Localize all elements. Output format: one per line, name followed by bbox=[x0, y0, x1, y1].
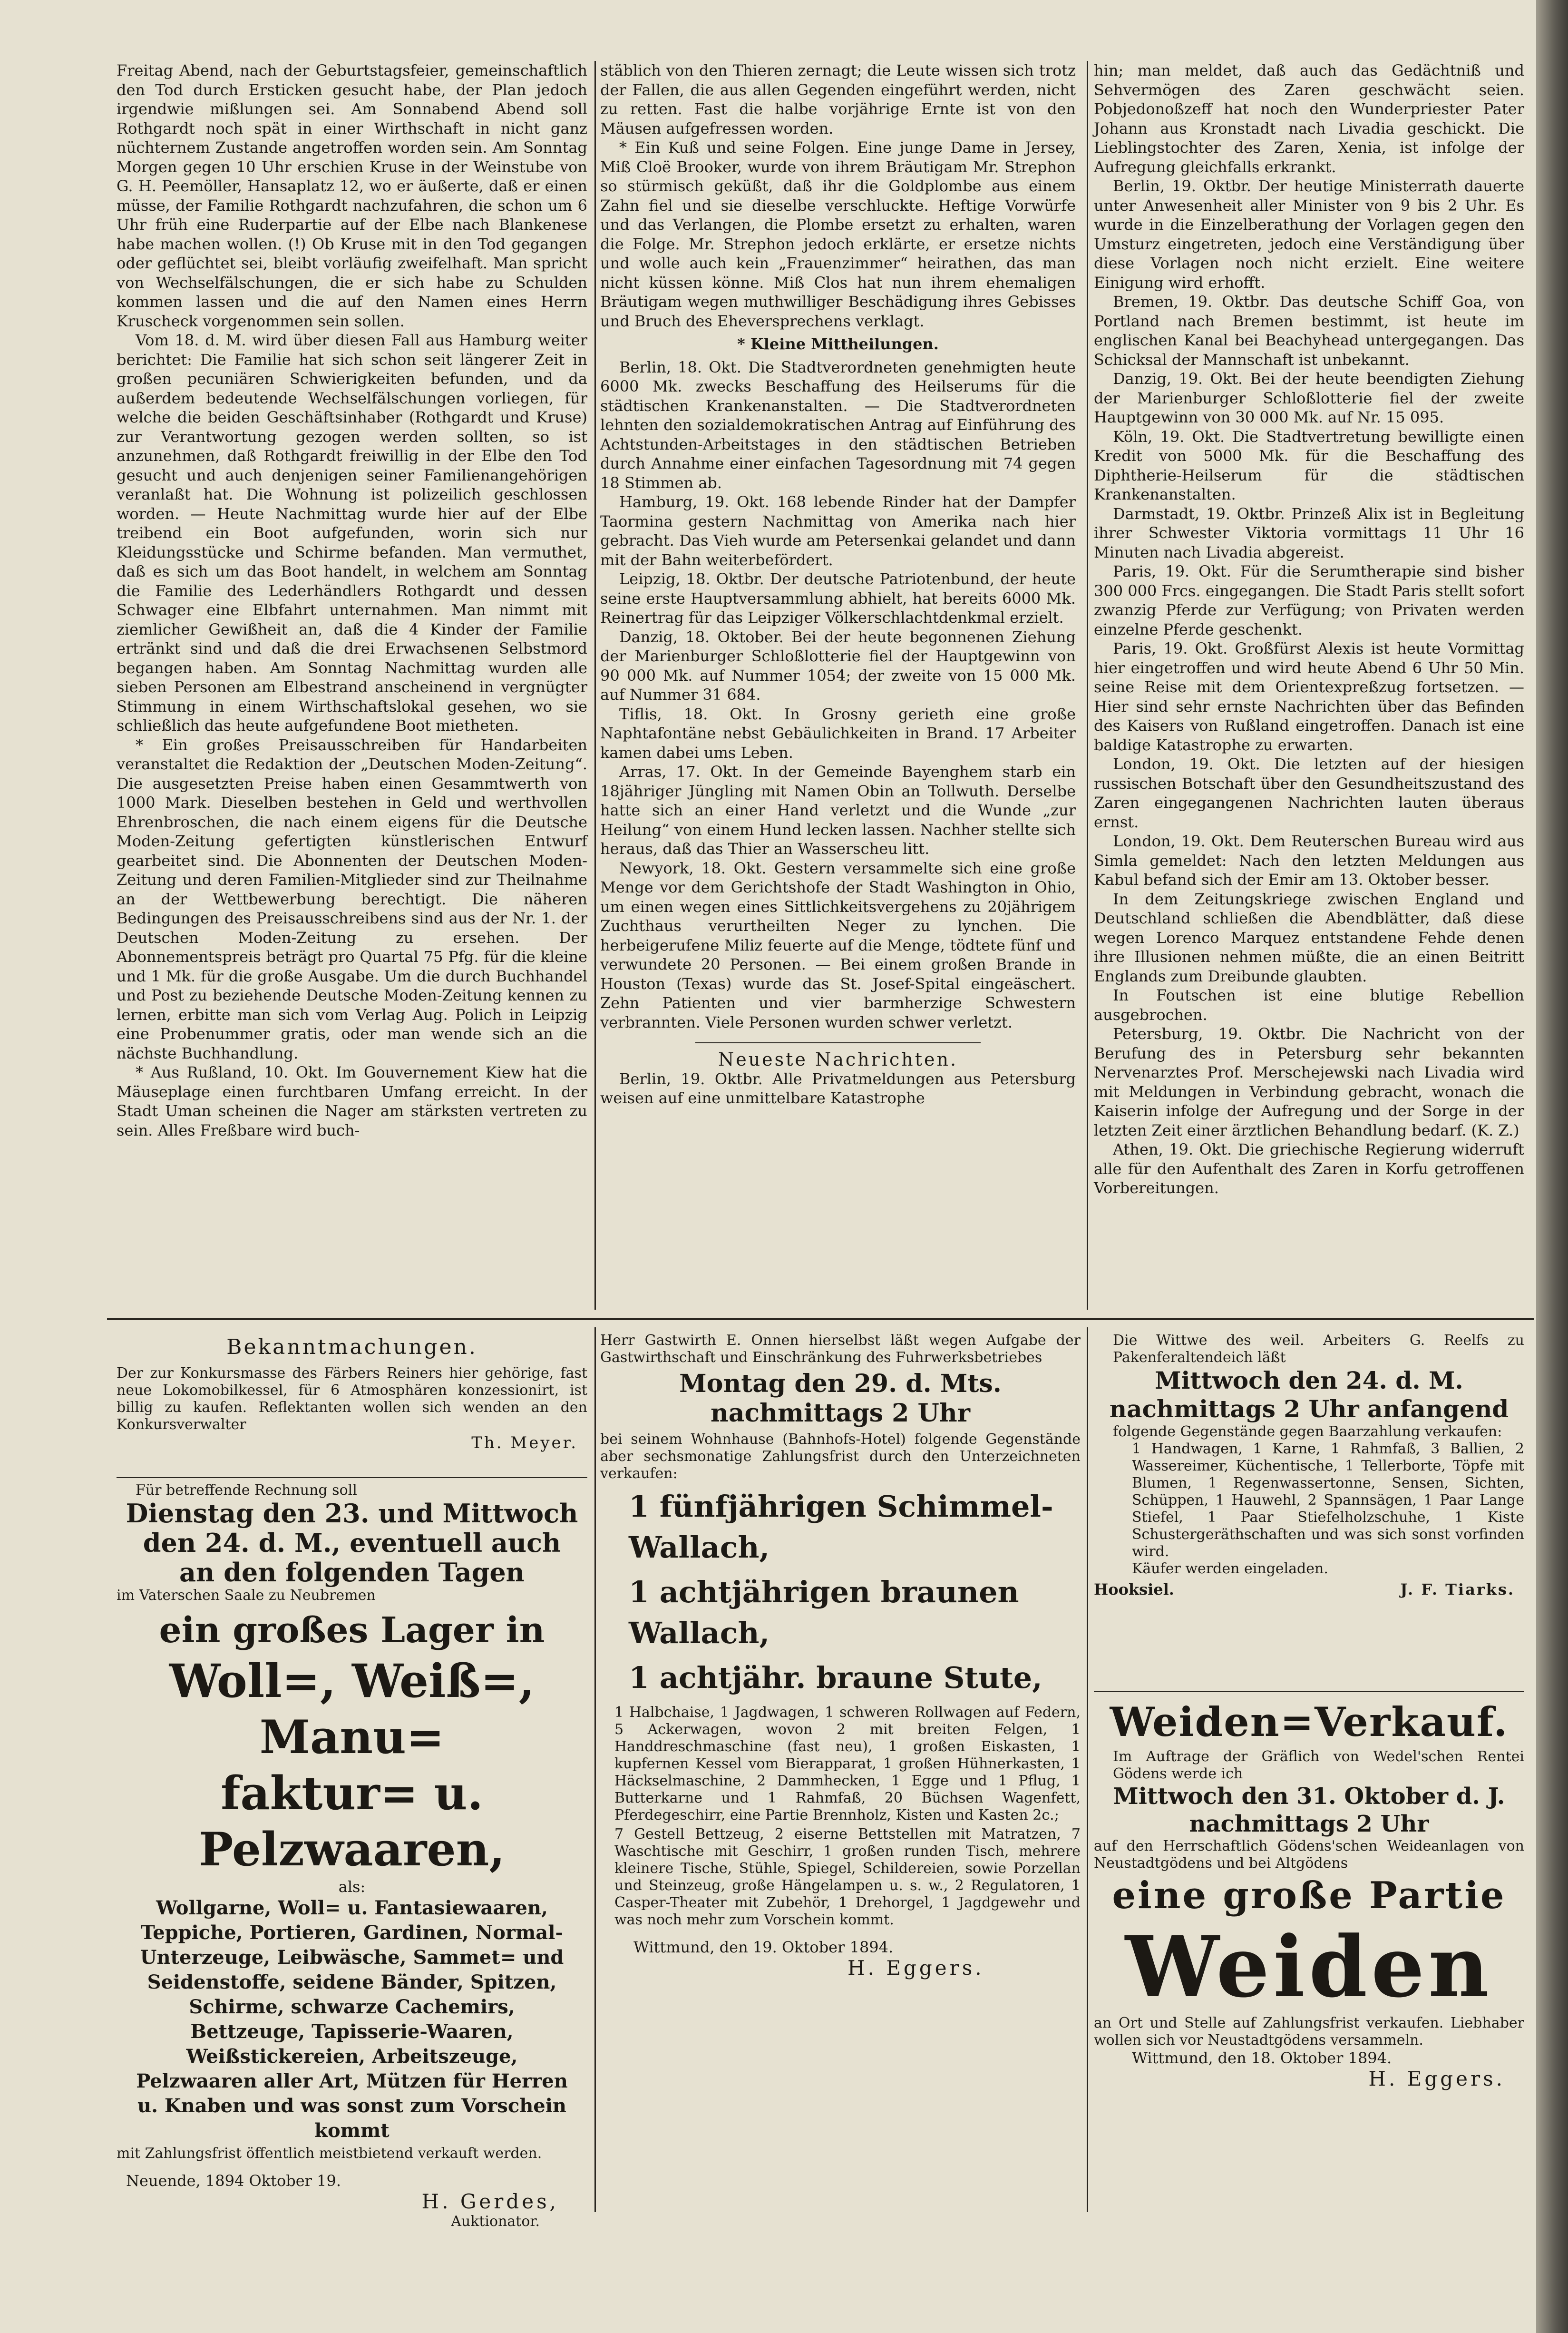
ad-divider-2 bbox=[1087, 1327, 1088, 2212]
news-darmstadt: Darmstadt, 19. Oktbr. Prinzeß Alix ist in Begleitung ihrer Schwester Viktoria vormittags 11 Uhr 16 Minuten nach Livadia abgereist. bbox=[1094, 504, 1524, 561]
article-column-2 bbox=[600, 61, 1076, 1310]
news-foutschen: In Foutschen ist eine blutige Rebellion ausgebrochen. bbox=[1094, 986, 1524, 1024]
ad-text-2: auf den Herrschaftlich Gödens'schen Weideanlagen von Neustadtgödens und bei Altgödens bbox=[1094, 1838, 1524, 1872]
article-russland-continued: stäblich von den Thieren zernagt; die Leute wissen sich trotz der Fallen, die aus allen Gegenden eingeführt werden, nicht zu retten. Fast die halbe vorjährige Ernte ist von den Mäusen aufgefressen worden. bbox=[600, 61, 1076, 137]
article-kiss: * Ein Kuß und seine Folgen. Eine junge Dame in Jersey, Miß Cloë Brooker, wurde von ihrem Bräutigam Mr. Strephon so stürmisch geküßt, daß ihr die Goldplombe aus einem Zahn fiel und sie dieselbe verschluckte. Heftige Vorwürfe und das Verlangen, die Plombe ersetzt zu erhalten, waren die Folge. Mr. Strephon jedoch erklärte, er ersetze nichts und wolle auch kein „Frauenzimmer“ heirathen, das man nicht küssen könne. Miß Clos hat nun ihrem ehemaligen Bräutigam wegen muthwilliger Beschädigung ihres Gebisses und Bruch des Eheversprechens verklagt. bbox=[600, 138, 1076, 330]
ad-auction-reelfs bbox=[1094, 1332, 1524, 1689]
ad-headline-2: Weiden bbox=[1125, 1918, 1493, 2016]
ad-divider-h1 bbox=[117, 1477, 587, 1478]
ad-place-date: Wittmund, den 18. Oktober 1894. bbox=[1132, 2049, 1392, 2067]
ad-weiden-verkauf bbox=[1094, 1696, 1524, 2217]
ad-text-3: an Ort und Stelle auf Zahlungsfrist verkaufen. Liebhaber wollen sich vor Neustadtgödens versammeln. bbox=[1094, 2015, 1524, 2049]
ad-signature: J. F. Tiarks. bbox=[1400, 1580, 1515, 1598]
ad-headline-1: eine große Partie bbox=[1112, 1874, 1506, 1917]
ad-text-1: Im Auftrage der Gräflich von Wedel'schen Rentei Gödens werde ich bbox=[1113, 1748, 1524, 1782]
ad-items-2: 7 Gestell Bettzeug, 2 eiserne Bettstellen mit Matratzen, 7 Waschtische mit Geschirr, 1 großen runden Tisch, mehrere kleinere Tische, Stühle, Spiegel, Schildereien, sowie Porzellan und Steinzeug, große Hängelampen u. s. w., 2 Regulatoren, 1 Casper-Theater mit Zubehör, 1 Drehorgel, 1 Jagdgewehr und was noch mehr zum Vorschein kommt. bbox=[614, 1826, 1081, 1928]
news-zeitungskrieg: In dem Zeitungskriege zwischen England und Deutschland schließen die Abendblätter, daß diese wegen Lorenco Marquez entstandene Fehde denen ihre Illusionen nehmen müßte, die an einen Beitritt Englands zum Dreibunde glaubten. bbox=[1094, 890, 1524, 985]
ad-text-2: folgende Gegenstände gegen Baarzahlung verkaufen: bbox=[1113, 1423, 1502, 1440]
article-column-3 bbox=[1094, 61, 1524, 1310]
news-danzig-2: Danzig, 19. Okt. Bei der heute beendigten Ziehung der Marienburger Schloßlotterie fiel der zweite Hauptgewinn von 30 000 Mk. auf Nr. 15 095. bbox=[1094, 370, 1524, 426]
ad-place-date: Wittmund, den 19. Oktober 1894. bbox=[633, 1938, 894, 1956]
news-petersburg: Petersburg, 19. Oktbr. Die Nachricht von der Berufung des in Petersburg sehr bekannten Nervenarztes Prof. Merschejewski nach Livadia wird mit Meldungen in Verbindung gebracht, wonach die Kaiserin infolge der Aufregung und der Sorge in der letzten Zeit einer ärztlichen Behandlung bedarf. (K. Z.) bbox=[1094, 1025, 1524, 1139]
ad-items: Wollgarne, Woll= u. Fantasiewaaren, Teppiche, Portieren, Gardinen, Normal-Unterzeuge, Leibwäsche, Sammet= und Seidenstoffe, seidene Bänder, Spitzen, Schirme, schwarze Cachemirs, Bettzeuge, Tapisserie-Waaren, Weißstickereien, Arbeitszeuge, Pelzwaaren aller Art, Mützen für Herren u. Knaben und was sonst zum Vorschein kommt bbox=[136, 1897, 568, 2142]
ad-closing: Käufer werden eingeladen. bbox=[1132, 1560, 1328, 1577]
section-divider bbox=[695, 1042, 981, 1043]
section-heading-kleine-mittheilungen: * Kleine Mittheilungen. bbox=[737, 335, 939, 353]
ad-signature: H. Gerdes, bbox=[421, 2190, 559, 2213]
news-berlin-petersburg: Berlin, 19. Oktbr. Alle Privatmeldungen aus Petersburg weisen auf eine unmittelbare Katastrophe bbox=[600, 1069, 1076, 1107]
ad-horse-3: 1 achtjähr. braune Stute, bbox=[629, 1660, 1042, 1695]
news-koeln: Köln, 19. Okt. Die Stadtvertretung bewilligte einen Kredit von 5000 Mk. für die Beschaffung des Diphtherie-Heilserum für die städtischen Krankenanstalten. bbox=[1094, 427, 1524, 503]
news-leipzig: Leipzig, 18. Oktbr. Der deutsche Patriotenbund, der heute seine erste Hauptversammlung abhielt, hat bereits 6000 Mk. Reinertrag für das Leipziger Völkerschlachtdenkmal erzielt. bbox=[600, 570, 1076, 627]
ad-divider-1 bbox=[594, 1327, 596, 2212]
ad-date-line3: an den folgenden Tagen bbox=[179, 1557, 525, 1588]
ad-intro: Herr Gastwirth E. Onnen hierselbst läßt wegen Aufgabe der Gastwirthschaft und Einschränkung des Fuhrwerksbetriebes bbox=[600, 1332, 1081, 1366]
news-london-1: London, 19. Okt. Die letzten auf der hiesigen russischen Botschaft über den Gesundheitszustand des Zaren eingegangenen Nachrichten lauten überaus ernst. bbox=[1094, 755, 1524, 831]
ad-date-line2: den 24. d. M., eventuell auch bbox=[143, 1528, 561, 1558]
ad-date-line2: nachmittags 2 Uhr bbox=[710, 1399, 971, 1428]
ad-horse-2: 1 achtjährigen braunen Wallach, bbox=[629, 1575, 1019, 1650]
ad-role: Auktionator. bbox=[451, 2213, 540, 2230]
news-danzig-1: Danzig, 18. Oktober. Bei der heute begonnenen Ziehung der Marienburger Schloßlotterie fiel der Hauptgewinn von 90 000 Mk. auf Nummer 1054; der zweite von 15 000 Mk. auf Nummer 31 684. bbox=[600, 627, 1076, 704]
ad-divider-h2 bbox=[1094, 1691, 1524, 1692]
ad-auction-lager bbox=[117, 1482, 587, 2230]
article-rothgardt-part1: Freitag Abend, nach der Geburtstagsfeier, gemeinschaftlich den Tod durch Ersticken gesucht habe, der Plan jedoch irgendwie mißlungen sei. Am Sonnabend Abend soll Rothgardt noch spät in einer Wirthschaft in nicht ganz nüchternem Zustande angetroffen worden sein. Am Sonntag Morgen gegen 10 Uhr erschien Kruse in der Weinstube von G. H. Peemöller, Hansaplatz 12, wo er äußerte, daß er einen müsse, der Familie Rothgardt nachzufahren, die schon um 6 Uhr früh eine Ruderpartie auf der Elbe nach Blankenese habe machen wollen. (!) Ob Kruse mit in den Tod gegangen oder geflüchtet sei, bleibt vorläufig zweifelhaft. Man spricht von Wechselfälschungen, die er sich habe zu Schulden kommen lassen und die auf den Namen eines Herrn Kruscheck vorgenommen sein sollen. bbox=[117, 61, 587, 330]
ad-horse-1: 1 fünfjährigen Schimmel-Wallach, bbox=[629, 1489, 1053, 1565]
article-column-1 bbox=[117, 61, 587, 1310]
ad-closing: mit Zahlungsfrist öffentlich meistbietend verkauft werden. bbox=[117, 2145, 542, 2162]
ad-auction-onnen bbox=[600, 1332, 1081, 2217]
news-bremen: Bremen, 19. Oktbr. Das deutsche Schiff Goa, von Portland nach Bremen bestimmt, ist heute im englischen Kanal bei Beachyhead untergegangen. Das Schicksal der Mannschaft ist unbekannt. bbox=[1094, 293, 1524, 369]
news-hamburg: Hamburg, 19. Okt. 168 lebende Rinder hat der Dampfer Taormina gestern Nachmittag von Amerika nach hier gebracht. Das Vieh wurde am Petersenkai gelandet und dann mit der Bahn weiterbefördert. bbox=[600, 493, 1076, 569]
ad-text-1: Die Wittwe des weil. Arbeiters G. Reelfs zu Pakenferaltendeich läßt bbox=[1113, 1332, 1524, 1366]
ad-location: im Vaterschen Saale zu Neubremen bbox=[117, 1587, 376, 1604]
advertisement-separator bbox=[107, 1318, 1534, 1320]
ad-title: Weiden=Verkauf. bbox=[1110, 1698, 1509, 1745]
ad-text: Der zur Konkursmasse des Färbers Reiners hier gehörige, fast neue Lokomobilkessel, für 6 Atmosphären konzessionirt, ist billig zu kaufen. Reflektanten wollen sich wenden an den Konkursverwalter bbox=[117, 1365, 587, 1433]
news-paris-1: Paris, 19. Okt. Für die Serumtherapie sind bisher 300 000 Frcs. eingegangen. Die Stadt Paris stellt sofort zwanzig Pferde zur Verfügung; von Privaten werden einzelne Pferde geschenkt. bbox=[1094, 562, 1524, 638]
ad-signature: Th. Meyer. bbox=[471, 1433, 578, 1452]
ad-date-line2: nachmittags 2 Uhr bbox=[1189, 1811, 1429, 1837]
ad-signature: H. Eggers. bbox=[847, 1956, 984, 1980]
ad-headline-2: Woll=, Weiß=, Manu= bbox=[169, 1654, 535, 1764]
ad-date-line1: Dienstag den 23. und Mittwoch bbox=[126, 1498, 578, 1529]
news-athen: Athen, 19. Okt. Die griechische Regierung widerruft alle für den Aufenthalt des Zaren in Korfu getroffenen Vorbereitungen. bbox=[1094, 1140, 1524, 1197]
news-london-2: London, 19. Okt. Dem Reuterschen Bureau wird aus Simla gemeldet: Nach den letzten Meldungen aus Kabul befand sich der Emir am 13. Oktober besser. bbox=[1094, 832, 1524, 889]
section-heading-neueste-nachrichten: Neueste Nachrichten. bbox=[718, 1049, 958, 1070]
ad-als: als: bbox=[338, 1878, 366, 1896]
column-divider-2 bbox=[1087, 61, 1088, 1310]
article-preisausschreiben: * Ein großes Preisausschreiben für Handarbeiten veranstaltet die Redaktion der „Deutschen Moden-Zeitung“. Die ausgesetzten Preise haben einen Gesammtwerth von 1000 Mark. Dieselben bestehen in Geld und werthvollen Ehrenbroschen, die nach einem eigens für die Deutsche Moden-Zeitung gefertigten künstlerischen Entwurf gearbeitet sind. Die Abonnenten der Deutschen Moden-Zeitung und deren Familien-Mitglieder sind zur Theilnahme an der Wettbewerbung berechtigt. Die näheren Bedingungen des Preisausschreibens sind aus der Nr. 1. der Deutschen Moden-Zeitung zu ersehen. Der Abonnementspreis beträgt pro Quartal 75 Pfg. für die kleine und 1 Mk. für die große Ausgabe. Um die durch Buchhandel und Post zu beziehende Deutsche Moden-Zeitung kennen zu lernen, erbitte man sich vom Verlag Aug. Polich in Leipzig eine Probenummer gratis, oder man wende sich an die nächste Buchhandlung. bbox=[117, 735, 587, 1062]
ad-headline-1: ein großes Lager in bbox=[159, 1610, 545, 1651]
ad-title: Bekanntmachungen. bbox=[226, 1335, 477, 1359]
news-zar-health: hin; man meldet, daß auch das Gedächtniß und Sehvermögen des Zaren geschwächt seien. Pobjedonoßzeff hat noch den Wunderpriester Pater Johann aus Kronstadt nach Livadia geschickt. Die Lieblingstochter des Zaren, Xenia, ist infolge der Aufregung gleichfalls erkrankt. bbox=[1094, 61, 1524, 176]
ad-signature: H. Eggers. bbox=[1368, 2067, 1505, 2090]
news-newyork: Newyork, 18. Okt. Gestern versammelte sich eine große Menge vor dem Gerichtshofe der Stadt Washington in Ohio, um einen wegen eines Sittlichkeitsvergehens zu 20jährigem Zuchthaus verurtheilten Neger zu lynchen. Die herbeigerufene Miliz feuerte auf die Menge, tödtete fünf und verwundete 20 Personen. — Bei einem großen Brande in Houston (Texas) wurde das St. Josef-Spital eingeäschert. Zehn Patienten und vier barmherzige Schwestern verbrannten. Viele Personen wurden schwer verletzt. bbox=[600, 859, 1076, 1031]
page-edge-shadow bbox=[1536, 0, 1568, 2333]
ad-date-line1: Mittwoch den 31. Oktober d. J. bbox=[1113, 1783, 1505, 1810]
ad-headline-3: faktur= u. Pelzwaaren, bbox=[199, 1766, 505, 1876]
news-paris-2: Paris, 19. Okt. Großfürst Alexis ist heute Vormittag hier eingetroffen und wird heute Abend 6 Uhr 50 Min. seine Reise mit dem Orientexpreßzug fortsetzen. — Hier sind sehr ernste Nachrichten über das Befinden des Kaisers von Rußland eingetroffen. Danach ist eine baldige Katastrophe zu erwarten. bbox=[1094, 639, 1524, 754]
ad-date-line1: Mittwoch den 24. d. M. bbox=[1155, 1366, 1463, 1394]
column-divider-1 bbox=[594, 61, 596, 1310]
article-rothgardt-part2: Vom 18. d. M. wird über diesen Fall aus Hamburg weiter berichtet: Die Familie hat sich schon seit längerer Zeit in großen pecuniären Schwierigkeiten befunden, und da außerdem bedeutende Wechselfälschungen vorliegen, für welche die beiden Geschäftsinhaber (Rothgardt und Kruse) zur Verantwortung gezogen werden sollten, so ist anzunehmen, daß Rothgardt freiwillig in der Elbe den Tod gesucht und auch denjenigen seiner Familienangehörigen veranlaßt hat. Die Wohnung ist polizeilich geschlossen worden. — Heute Nachmittag wurde hier auf der Elbe treibend ein Boot aufgefunden, worin sich nur Kleidungsstücke und Schirme befanden. Man vermuthet, daß es sich um das Boot handelt, in welchem am Sonntag die Familie des Lederhändlers Rothgardt und dessen Schwager eine Elbfahrt unternahmen. Man nimmt mit ziemlicher Gewißheit an, daß die 4 Kinder der Familie ertränkt sind und daß die drei Erwachsenen Selbstmord begangen haben. Am Sonntag Nachmittag wurden alle sieben Personen am Elbestrand anscheinend in vergnügter Stimmung in einem Wirthschaftslokal gesehen, wo sie schließlich das heute aufgefundene Boot mietheten. bbox=[117, 331, 587, 735]
ad-middle: bei seinem Wohnhause (Bahnhofs-Hotel) folgende Gegenstände aber sechsmonatige Zahlungsfrist durch den Unterzeichneten verkaufen: bbox=[600, 1431, 1081, 1482]
news-berlin-1: Berlin, 18. Okt. Die Stadtverordneten genehmigten heute 6000 Mk. zwecks Beschaffung des Heilserums für die städtischen Krankenanstalten. — Die Stadtverordneten lehnten den sozialdemokratischen Antrag auf Einführung des Achtstunden-Arbeitstages in den städtischen Betrieben durch Annahme einer einfachen Tagesordnung mit 74 gegen 18 Stimmen ab. bbox=[600, 358, 1076, 492]
ad-place: Hooksiel. bbox=[1094, 1580, 1174, 1598]
article-russland-mice: * Aus Rußland, 10. Okt. Im Gouvernement Kiew hat die Mäuseplage einen furchtbaren Umfang erreicht. In der Stadt Uman scheinen die Nager am stärksten vertreten zu sein. Alles Freßbare wird buch- bbox=[117, 1063, 587, 1139]
news-berlin-ministerrath: Berlin, 19. Oktbr. Der heutige Ministerrath dauerte unter Anwesenheit aller Minister von 9 bis 2 Uhr. Es wurde in die Einzelberathung der Vorlagen gegen den Umsturz eingetreten, jedoch eine Verständigung über diese Vorlagen noch nicht erzielt. Eine weitere Einigung wird erhofft. bbox=[1094, 177, 1524, 292]
ad-date-line2: nachmittags 2 Uhr anfangend bbox=[1109, 1395, 1509, 1423]
ad-items: 1 Halbchaise, 1 Jagdwagen, 1 schweren Rollwagen auf Federn, 5 Ackerwagen, wovon 2 mit breiten Felgen, 1 Handdreschmaschine (fast neu), 1 großen Eiskasten, 1 kupfernen Kessel vom Bierapparat, 1 großen Hühnerkasten, 1 Häckselmaschine, 2 Dammhecken, 1 Egge und 1 Pflug, 1 Butterkarne und 1 Rahmfaß, 20 Büchsen Wagenfett, Pferdegeschirr, eine Partie Brennholz, Kisten und Kasten 2c.; bbox=[614, 1704, 1081, 1823]
news-arras: Arras, 17. Okt. In der Gemeinde Bayenghem starb ein 18jähriger Jüngling mit Namen Obin an Tollwuth. Derselbe hatte sich an einer Hand verletzt und die Wunde „zur Heilung“ von einem Hund lecken lassen. Nachher stellte sich heraus, daß das Thier an Wasserscheu litt. bbox=[600, 763, 1076, 858]
ad-items: 1 Handwagen, 1 Karne, 1 Rahmfaß, 3 Ballien, 2 Wassereimer, Küchentische, 1 Tellerborte, Töpfe mit Blumen, 1 Regenwassertonne, Sensen, Sichten, Schüppen, 1 Hauwehl, 2 Spannsägen, 1 Paar Lange Stiefel, 1 Paar Stiefelholzschuhe, 1 Kiste Schustergeräthschaften und was sich sonst vorfinden wird. bbox=[1132, 1441, 1524, 1560]
news-tiflis: Tiflis, 18. Okt. In Grosny gerieth eine große Naphtafontäne nebst Gebäulichkeiten in Brand. 17 Arbeiter kamen dabei ums Leben. bbox=[600, 705, 1076, 762]
ad-bekanntmachung-lokomobil bbox=[117, 1332, 587, 1475]
ad-place-date: Neuende, 1894 Oktober 19. bbox=[126, 2172, 341, 2190]
ad-date-line1: Montag den 29. d. Mts. bbox=[679, 1369, 1002, 1398]
ad-intro: Für betreffende Rechnung soll bbox=[136, 1482, 357, 1499]
